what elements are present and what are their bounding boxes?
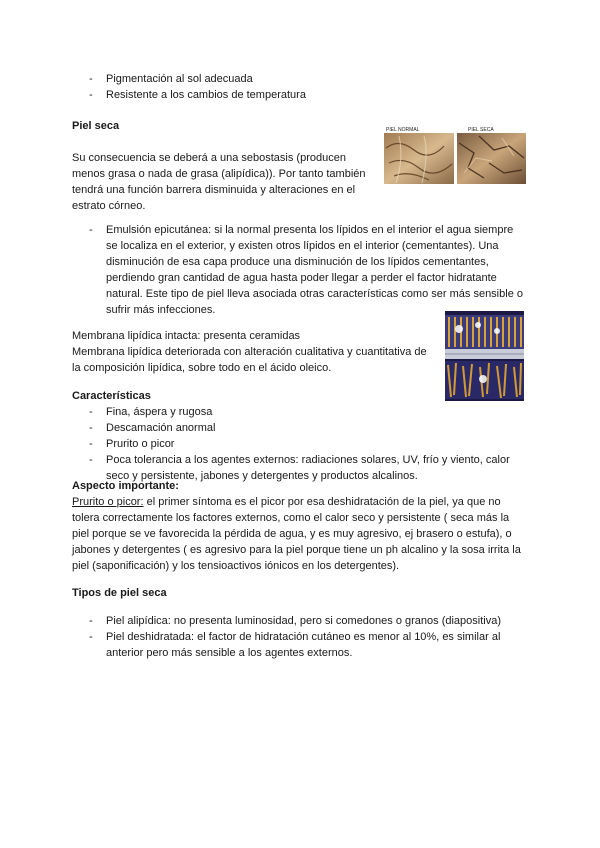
tipos-list <box>89 613 524 661</box>
membrana-intacta-text: Membrana lipídica intacta: presenta ceramidas <box>72 330 301 342</box>
aspecto-heading: Aspecto importante: <box>72 480 179 492</box>
list-item: - Piel alipídica: no presenta luminosidad, pero si comedones o granos (diapositiva) <box>89 613 524 629</box>
list-item: - Piel deshidratada: el factor de hidratación cutáneo es menor al 10%, es similar al anterior pero más sensible a los agentes externos. <box>89 629 524 661</box>
list-item: - Prurito o picor <box>89 436 527 452</box>
emulsion-list <box>89 222 524 318</box>
caracteristicas-heading: Características <box>72 390 151 402</box>
caracteristicas-list <box>89 404 527 484</box>
membrana-deteriorada-text: Membrana lipídica deteriorada con alteración cualitativa y cuantitativa de la composición lipídica, sobre todo en el ácido oleico. <box>72 346 427 374</box>
aspecto-paragraph <box>72 494 528 574</box>
lipid-membrane-image <box>445 311 524 401</box>
piel-seca-paragraph: Su consecuencia se deberá a una sebostasis (producen menos grasa o nada de grasa (alipídica)). Por tanto también tendrá una función barrera disminuida y alteraciones en el estrato córneo. <box>72 152 366 212</box>
intro-list <box>89 71 519 103</box>
list-item: - Descamación anormal <box>89 420 527 436</box>
piel-seca-heading: Piel seca <box>72 120 120 132</box>
list-item: - Pigmentación al sol adecuada <box>89 71 519 87</box>
skin-micrograph-figure <box>384 128 526 184</box>
image-caption: PIEL SECA <box>468 127 494 133</box>
image-caption: PIEL NORMAL <box>386 127 420 133</box>
list-item: - Poca tolerancia a los agentes externos: radiaciones solares, UV, frío y viento, calor seco y persistente, jabones y detergentes y productos alcalinos. <box>89 452 527 484</box>
skin-micrograph-image <box>384 128 526 184</box>
prurito-lead: Prurito o picor: <box>72 496 144 508</box>
list-item: - Resistente a los cambios de temperatura <box>89 87 519 103</box>
lipid-membrane-figure <box>445 311 524 401</box>
tipos-heading: Tipos de piel seca <box>72 587 167 599</box>
list-item: - Emulsión epicutánea: si la normal presenta los lípidos en el interior el agua siempre se localiza en el exterior, y existen otros lípidos en el interior (cementantes). Una disminución de esa capa produce una disminución de los lípidos cementantes, perdiendo gran cantidad de agua hasta poder llegar a perder el factor hidratante natural. Este tipo de piel lleva asociada otras características como ser más sensible o sufrir más infecciones. <box>89 222 524 318</box>
list-item: - Fina, áspera y rugosa <box>89 404 527 420</box>
aspecto-text: el primer síntoma es el picor por esa deshidratación de la piel, ya que no tolera correctamente los factores externos, como el calor seco y persistente ( seca más la piel porque se ve favorecida la pérdida de agua, y es muy agresivo, ej brasero o estufa), o jabones y detergentes ( es agresivo para la piel porque tiene un ph alcalino y la sosa irrita la piel (saponificación) y los tensioactivos iónicos en los detergentes). <box>72 496 521 572</box>
